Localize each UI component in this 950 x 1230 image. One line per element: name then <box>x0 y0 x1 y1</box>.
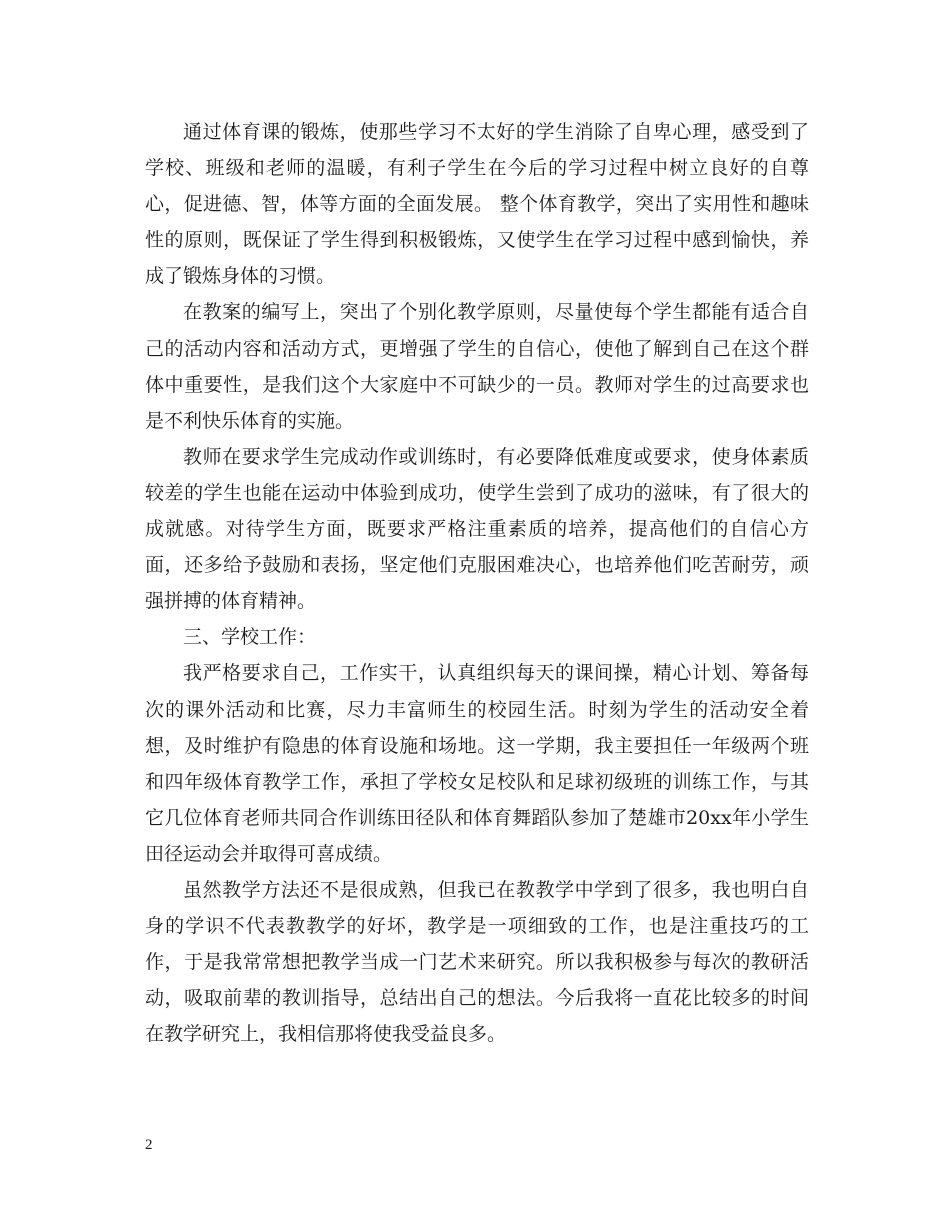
section-heading-school-work: 三、学校工作： <box>183 626 317 649</box>
paragraph-teaching-reflection: 虽然教学方法还不是很成熟，但我已在教教学中学到了很多，我也明白自身的学识不代表教教学的好坏，教学是一项细致的工作，也是注重技巧的工作，于是我常常想把教学当成一门艺术来研究。所以我积极参与每次的教研活动，吸取前辈的教训指导，总结出自己的想法。今后我将一直花比较多的时间在教学研究上，我相信那将使我受益良多。 <box>145 878 809 1046</box>
paragraph-teacher-requirements: 教师在要求学生完成动作或训练时，有必要降低难度或要求，使身体素质较差的学生也能在运动中体验到成功，使学生尝到了成功的滋味，有了很大的成就感。对待学生方面，既要求严格注重素质的培养，提高他们的自信心方面，还多给予鼓励和表扬，坚定他们克服困难决心，也培养他们吃苦耐劳，顽强拼搏的体育精神。 <box>145 445 809 613</box>
page-number: 2 <box>145 1137 153 1153</box>
paragraph-school-work: 我严格要求自己，工作实干，认真组织每天的课间操，精心计划、筹备每次的课外活动和比赛，尽力丰富师生的校园生活。时刻为学生的活动安全着想，及时维护有隐患的体育设施和场地。这一学期，我主要担任一年级两个班和四年级体育教学工作，承担了学校女足校队和足球初级班的训练工作，与其它几位体育老师共同合作训练田径队和体育舞蹈队参加了楚雄市20xx年小学生田径运动会并取得可喜成绩。 <box>145 662 809 865</box>
document-body <box>145 114 809 1052</box>
paragraph-lesson-plan: 在教案的编写上，突出了个别化教学原则，尽量使每个学生都能有适合自己的活动内容和活动方式，更增强了学生的自信心，使他了解到自己在这个群体中重要性，是我们这个大家庭中不可缺少的一员。教师对学生的过高要求也是不利快乐体育的实施。 <box>145 301 809 432</box>
paragraph-pe-class-benefits: 通过体育课的锻炼，使那些学习不太好的学生消除了自卑心理，感受到了学校、班级和老师的温暖，有利子学生在今后的学习过程中树立良好的自尊心，促进德、智，体等方面的全面发展。 整个体育教学，突出了实用性和趣味性的原则，既保证了学生得到积极锻炼，又使学生在学习过程中感到愉快，养成了锻炼身体的习惯。 <box>145 121 809 288</box>
